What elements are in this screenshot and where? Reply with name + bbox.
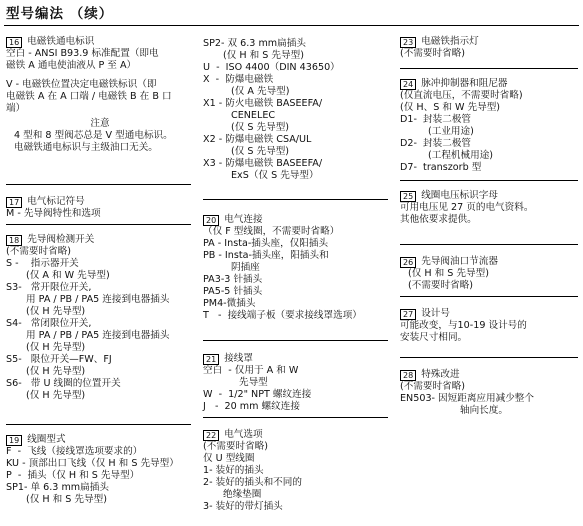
text-line: (仅 A 先导型) [231, 86, 290, 97]
text-line: 用 PA / PB / PA5 连接到电器插头 [26, 330, 170, 341]
section-23 [400, 36, 580, 60]
text-line: W - 1/2" NPT 螺纹连接 [203, 389, 312, 400]
text-line: 3- 装好的带灯插头 [203, 501, 283, 512]
text-line: F - 飞线（接线罩选项要求的） [6, 446, 143, 457]
text-line: D7- transzorb 型 [400, 162, 482, 173]
divider [400, 296, 578, 297]
section-number: 18 [6, 235, 22, 246]
text-line: X1 - 防火电磁铁 BASEEFA/ [203, 98, 323, 109]
section-16 [6, 36, 194, 154]
section-26 [400, 256, 580, 292]
section-27 [400, 308, 580, 344]
section-28 [400, 369, 580, 417]
section-number: 21 [203, 354, 219, 365]
section-number: 16 [6, 37, 22, 48]
section-number: 28 [400, 370, 416, 381]
text-line: (不需要时省略) [400, 381, 466, 392]
text-line: D1- 封装二极管 [400, 114, 472, 125]
text-line: S6- 带 U 线圈的位置开关 [6, 378, 121, 389]
note-line: 电磁铁通电标识与主级油口无关。 [14, 142, 158, 153]
section-title: 电气选项 [224, 429, 263, 440]
text-line: (不需要时省略) [203, 441, 269, 452]
text-line: X - 防爆电磁铁 [203, 74, 274, 85]
section-25 [400, 190, 580, 226]
text-line: (工业用途) [428, 126, 474, 137]
text-line: CENELEC [231, 110, 276, 121]
section-title: 设计号 [421, 308, 450, 319]
section-number: 27 [400, 309, 416, 320]
section-number: 26 [400, 257, 416, 268]
text-line [6, 72, 194, 79]
text-line: PM4-微插头 [203, 298, 256, 309]
note-line: 4 型和 8 型阀芯总是 V 型通电标识。 [14, 130, 173, 141]
section-title: 先导阀检测开关 [27, 234, 95, 245]
section-21 [203, 353, 388, 413]
section-22 [203, 429, 388, 513]
text-line: S - 指示器开关 [6, 258, 79, 269]
text-line: SP1- 单 6.3 mm扁插头 [6, 482, 109, 493]
text-line: (仅 H 和 S 先导型) [408, 268, 489, 279]
text-line: 其他依要求提供。 [400, 214, 477, 225]
text-line: X2 - 防爆电磁铁 CSA/UL [203, 134, 312, 145]
divider [203, 199, 388, 200]
section-title: 先导阀油口节流器 [421, 256, 498, 267]
section-title: 接线罩 [224, 353, 253, 364]
text-line: 磁铁 A 通电使油液从 P 至 A） [6, 60, 137, 71]
section-title: 线圈电压标识字母 [421, 190, 498, 201]
text-line: 2- 装好的插头和不同的 [203, 477, 302, 488]
text-line: 可能改变，与10-19 设计号的 [400, 320, 527, 331]
text-line: 1- 装好的插头 [203, 465, 264, 476]
divider [6, 184, 191, 185]
text-line: 空白 - ANSI B93.9 标准配置（即电 [6, 48, 159, 59]
section-title: 电气标记符号 [27, 196, 85, 207]
text-line: 先导型 [239, 377, 268, 388]
text-line: (不需要时省略) [400, 48, 466, 59]
text-line: (不需要时省略) [6, 246, 72, 257]
text-line: 电磁铁 A 在 A 口端 / 电磁铁 B 在 B 口 [6, 91, 172, 102]
text-line: S3- 常开限位开关, [6, 282, 92, 293]
title-rule [4, 25, 579, 26]
section-title: 电磁铁通电标识 [27, 36, 95, 47]
text-line: D2- 封装二极管 [400, 138, 472, 149]
section-24 [400, 78, 580, 174]
section-17 [6, 196, 194, 220]
text-line: ExS（仅 S 先导型） [231, 170, 319, 181]
section-19-continued [203, 38, 388, 182]
text-line: S5- 限位开关—FW、FJ [6, 354, 112, 365]
section-title: 电气连接 [224, 214, 263, 225]
section-18 [6, 234, 194, 402]
text-line: KU - 顶部出口飞线（仅 H 和 S 先导型） [6, 458, 179, 469]
page-title: 型号编法 （续） [6, 6, 114, 22]
text-line: PB - Insta-插头座，阳插头和 [203, 250, 329, 261]
section-number: 17 [6, 197, 22, 208]
text-line: M - 先导阀特性和选项 [6, 208, 101, 219]
section-number: 24 [400, 79, 416, 90]
text-line: (不需要时省略) [408, 280, 474, 291]
divider [400, 244, 578, 245]
section-title: 电磁铁指示灯 [421, 36, 479, 47]
text-line: PA3-3 针插头 [203, 274, 263, 285]
section-19 [6, 434, 194, 506]
section-number: 22 [203, 430, 219, 441]
divider [203, 340, 388, 341]
section-title: 线圈型式 [27, 434, 66, 445]
text-line: SP2- 双 6.3 mm扁插头 [203, 38, 306, 49]
divider [400, 180, 578, 181]
text-line: U - ISO 4400（DIN 43650） [203, 62, 340, 73]
text-line: 绝缘垫圈 [223, 489, 262, 500]
text-line: (仅 H 先导型) [26, 342, 86, 353]
text-line: J - 20 mm 螺纹连接 [203, 401, 300, 412]
divider [6, 224, 191, 225]
divider [400, 357, 578, 358]
text-line: EN503- 因短距离应用减少整个 [400, 393, 534, 404]
text-line: (仅 S 先导型) [231, 146, 290, 157]
text-line: PA5-5 针插头 [203, 286, 263, 297]
section-20 [203, 214, 388, 322]
text-line: （仅 F 型线圈，不需要时省略） [203, 226, 340, 237]
text-line: 可用电压见 27 页的电气资料。 [400, 202, 534, 213]
section-title: 脉冲抑制器和阻尼器 [421, 78, 508, 89]
text-line: 端） [6, 103, 26, 114]
text-line: V - 电磁铁位置决定电磁铁标识（即 [6, 79, 157, 90]
text-line: (仅 S 先导型) [231, 122, 290, 133]
section-number: 23 [400, 37, 416, 48]
text-line: 阴插座 [231, 262, 260, 273]
text-line: 仅 U 型线圈 [203, 453, 255, 464]
text-line: (仅 H 先导型) [26, 390, 86, 401]
text-line: P - 插头（仅 H 和 S 先导型） [6, 470, 140, 481]
text-line: (仅 A 和 W 先导型) [26, 270, 110, 281]
text-line: (仅 H 先导型) [26, 366, 86, 377]
section-number: 20 [203, 215, 219, 226]
text-line: 空白 - 仅用于 A 和 W [203, 365, 299, 376]
text-line: (仅 H 先导型) [26, 306, 86, 317]
note-heading: 注意 [90, 118, 110, 129]
divider [6, 424, 191, 425]
text-line: X3 - 防爆电磁铁 BASEEFA/ [203, 158, 323, 169]
text-line: 用 PA / PB / PA5 连接到电器插头 [26, 294, 170, 305]
text-line: 安装尺寸相同。 [400, 332, 468, 343]
divider [203, 417, 388, 418]
section-number: 25 [400, 191, 416, 202]
section-number: 19 [6, 435, 22, 446]
divider [400, 68, 578, 69]
text-line: PA - Insta-插头座，仅阳插头 [203, 238, 329, 249]
text-line: (仅 H 和 S 先导型) [223, 50, 304, 61]
text-line: (工程机械用途) [428, 150, 494, 161]
text-line: (仅 H、S 和 W 先导型) [400, 102, 501, 113]
text-line: T - 接线端子板（要求接线罩选项） [203, 310, 362, 321]
text-line: (仅直流电压，不需要时省略) [400, 90, 523, 101]
text-line: (仅 H 和 S 先导型) [26, 494, 107, 505]
text-line: S4- 常闭限位开关, [6, 318, 92, 329]
section-title: 特殊改进 [421, 369, 460, 380]
text-line: 轴向长度。 [460, 405, 508, 416]
